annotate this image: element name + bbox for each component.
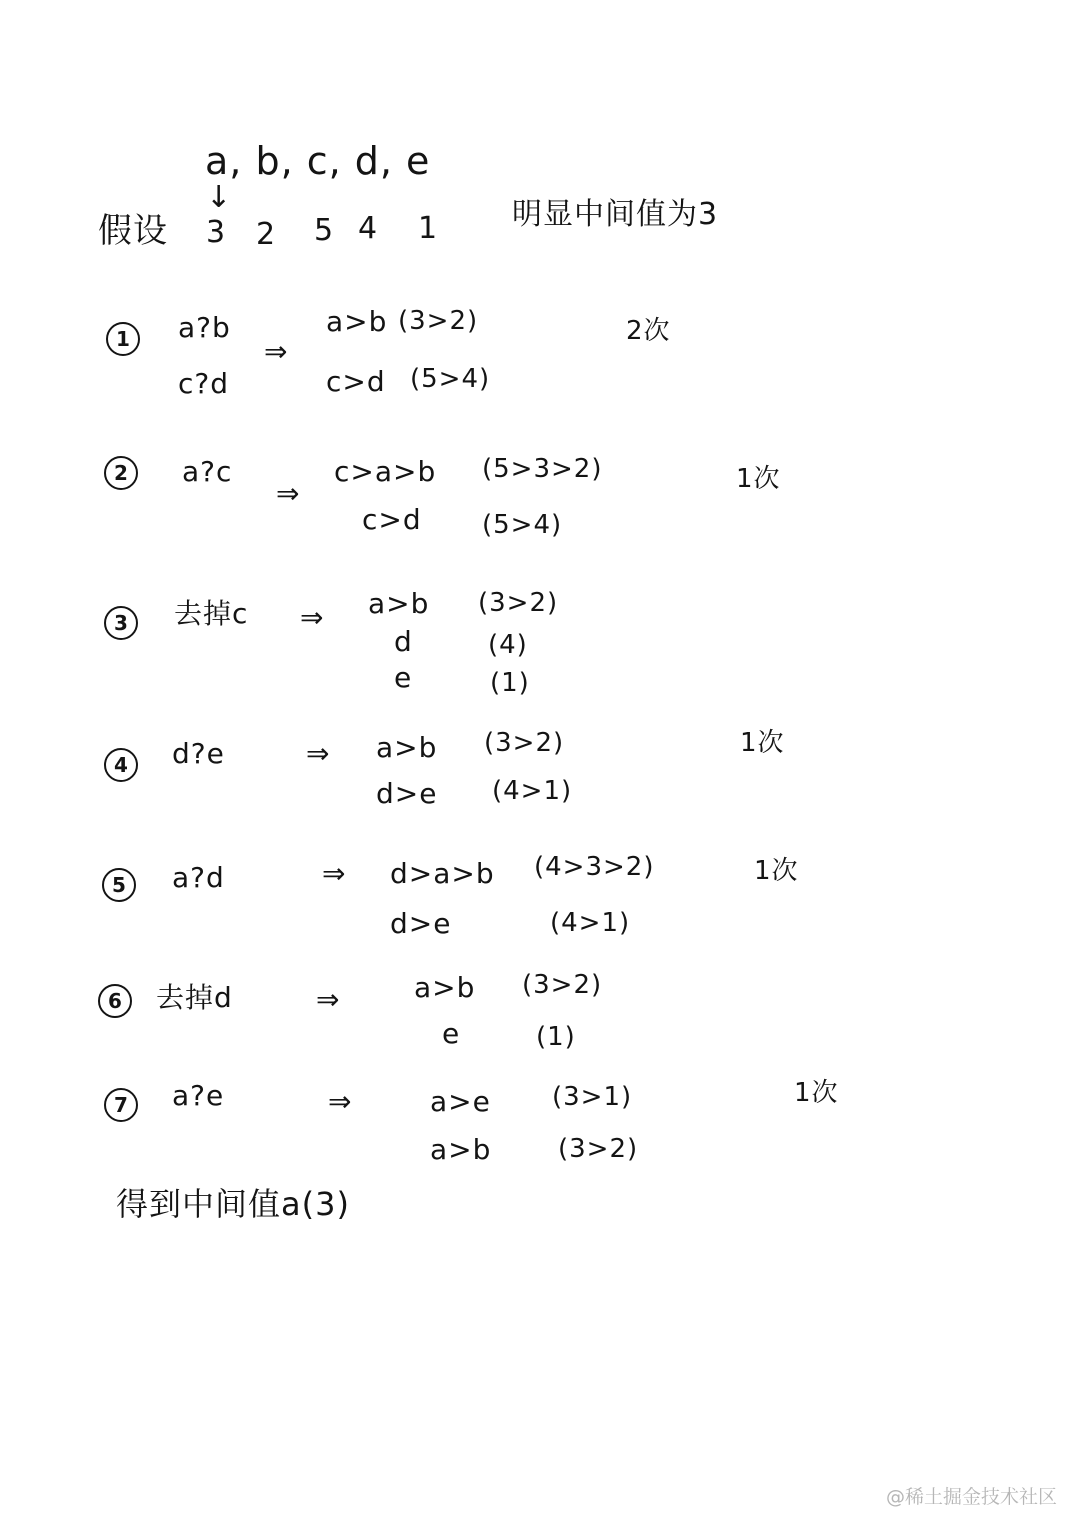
implies-arrow-icon: ⇒ <box>300 601 325 634</box>
step-1-count: 2次 <box>626 316 671 346</box>
step-number-4: 4 <box>104 748 138 782</box>
step-1-result-2: c>d <box>326 365 386 398</box>
step-7-paren-2: (3>2) <box>558 1134 639 1164</box>
step-7-question-1: a?e <box>172 1079 225 1112</box>
step-5-paren-1: (4>3>2) <box>534 852 655 882</box>
step-5-result-2: d>e <box>390 907 452 940</box>
value-c: 5 <box>314 213 335 248</box>
step-2-result-2: c>d <box>362 503 422 536</box>
step-number-5: 5 <box>102 868 136 902</box>
step-4-paren-2: (4>1) <box>492 776 573 806</box>
step-number-3: 3 <box>104 606 138 640</box>
implies-arrow-icon: ⇒ <box>306 737 331 770</box>
step-6-paren-2: (1) <box>536 1022 576 1052</box>
step-3-result-1: a>b <box>368 587 430 620</box>
step-7-result-1: a>e <box>430 1085 491 1118</box>
value-b: 2 <box>256 217 277 252</box>
step-number-2: 2 <box>104 456 138 490</box>
step-1-paren-2: (5>4) <box>410 364 491 394</box>
implies-arrow-icon: ⇒ <box>316 983 341 1016</box>
median-note: 明显中间值为3 <box>512 197 719 232</box>
assume-label: 假设 <box>98 211 168 251</box>
step-2-result-1: c>a>b <box>334 455 437 488</box>
implies-arrow-icon: ⇒ <box>276 477 301 510</box>
step-3-paren-2: (4) <box>488 630 528 660</box>
implies-arrow-icon: ⇒ <box>328 1085 353 1118</box>
step-2-paren-2: (5>4) <box>482 510 563 540</box>
arrow-down-icon: ↓ <box>206 180 232 215</box>
value-d: 4 <box>358 211 379 246</box>
step-7-paren-1: (3>1) <box>552 1082 633 1112</box>
step-2-count: 1次 <box>736 464 781 494</box>
step-number-6: 6 <box>98 984 132 1018</box>
implies-arrow-icon: ⇒ <box>322 857 347 890</box>
step-6-result-2: e <box>442 1017 461 1050</box>
final-result: 得到中间值a(3) <box>116 1185 350 1223</box>
step-4-count: 1次 <box>740 728 785 758</box>
step-5-paren-2: (4>1) <box>550 908 631 938</box>
step-1-question-1: a?b <box>178 311 231 344</box>
step-5-question-1: a?d <box>172 861 225 894</box>
step-1-question-2: c?d <box>178 367 230 400</box>
step-3-result-2: d <box>394 625 413 658</box>
step-number-7: 7 <box>104 1088 138 1122</box>
step-1-result-1: a>b <box>326 305 388 338</box>
watermark: @稀土掘金技术社区 <box>886 1486 1058 1508</box>
step-5-count: 1次 <box>754 856 799 886</box>
implies-arrow-icon: ⇒ <box>264 335 289 368</box>
step-7-result-2: a>b <box>430 1133 492 1166</box>
step-3-question-1: 去掉c <box>174 597 249 630</box>
step-6-result-1: a>b <box>414 971 476 1004</box>
step-3-paren-3: (1) <box>490 668 530 698</box>
step-2-paren-1: (5>3>2) <box>482 454 603 484</box>
step-4-paren-1: (3>2) <box>484 728 565 758</box>
step-number-1: 1 <box>106 322 140 356</box>
step-3-result-3: e <box>394 661 413 694</box>
step-6-question-1: 去掉d <box>156 981 233 1014</box>
step-2-question-1: a?c <box>182 455 233 488</box>
variables-line: a, b, c, d, e <box>205 139 431 183</box>
step-4-result-2: d>e <box>376 777 438 810</box>
step-4-question-1: d?e <box>172 737 225 770</box>
step-3-paren-1: (3>2) <box>478 588 559 618</box>
step-5-result-1: d>a>b <box>390 857 495 890</box>
step-1-paren-1: (3>2) <box>398 306 479 336</box>
step-6-paren-1: (3>2) <box>522 970 603 1000</box>
value-e: 1 <box>418 211 439 246</box>
step-4-result-1: a>b <box>376 731 438 764</box>
step-7-count: 1次 <box>794 1078 839 1108</box>
value-a: 3 <box>206 215 227 250</box>
